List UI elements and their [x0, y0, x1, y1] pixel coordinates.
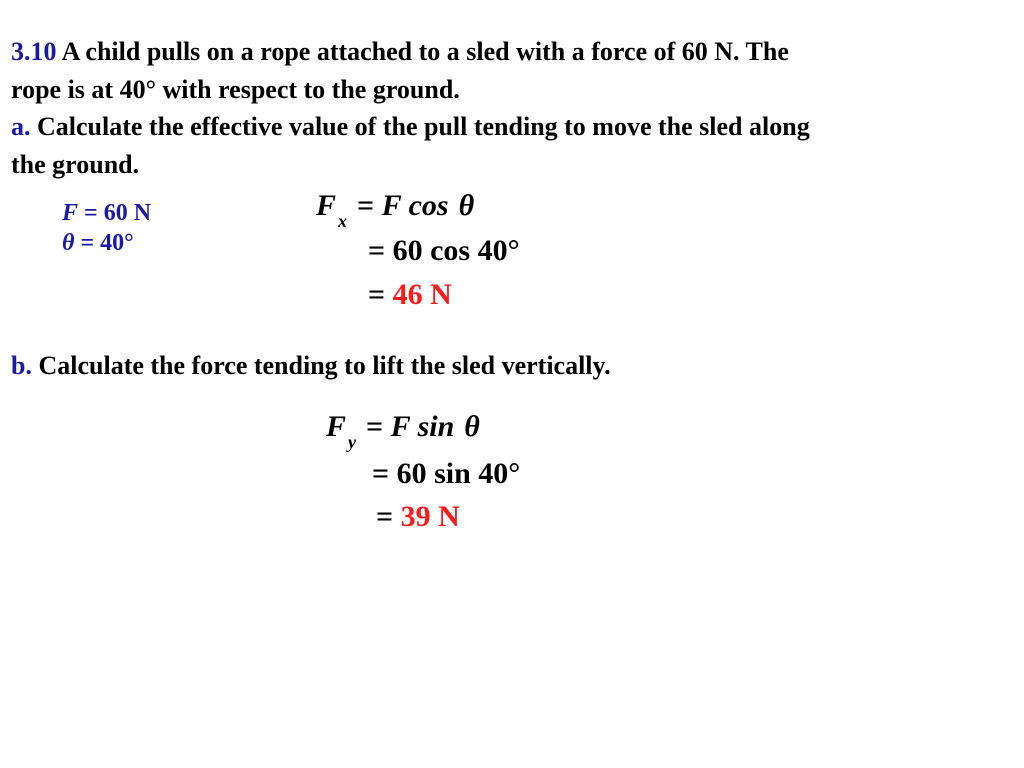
given-angle-value: = 40° [74, 230, 134, 256]
part-a-line-2: the ground. [11, 149, 140, 179]
eq-b-result: 39 N [400, 500, 460, 533]
eq-a-subscript: x [338, 211, 348, 231]
eq-b-formula-eq: = [366, 410, 391, 443]
eq-b-result-eq: = [376, 500, 401, 533]
given-force [62, 198, 151, 228]
eq-a-formula-eq: = [357, 189, 382, 222]
problem-text-1: A child pulls on a rope attached to a sled with a force of 60 N. The [56, 37, 789, 66]
given-force-symbol: F [62, 200, 79, 226]
eq-b-formula-text: F sin [390, 410, 455, 443]
eq-b-symbol: F [326, 410, 347, 443]
eq-a-formula-text: F cos [381, 189, 449, 222]
problem-number: 3.10 [11, 37, 57, 66]
part-b-label: b. [11, 351, 32, 380]
eq-b-result-line [376, 500, 460, 534]
eq-b-subscript: y [348, 432, 357, 452]
problem-line-1 [11, 33, 810, 71]
given-angle [62, 228, 151, 258]
eq-a-result-eq: = [368, 278, 393, 311]
part-a-label: a. [11, 112, 31, 141]
given-angle-symbol: θ [62, 230, 75, 256]
eq-a-result: 46 N [392, 278, 452, 311]
eq-a-symbol: F [316, 189, 337, 222]
part-a-line-1 [11, 108, 810, 146]
given-values [62, 198, 151, 258]
part-b [11, 349, 611, 383]
eq-a-step: = 60 cos 40° [368, 234, 520, 267]
given-force-value: = 60 N [78, 200, 152, 226]
problem-line-2: rope is at 40° with respect to the ground. [11, 74, 460, 104]
problem-statement [11, 33, 810, 183]
eq-b-step: = 60 sin 40° [372, 457, 521, 490]
eq-b-theta: θ [464, 410, 480, 443]
part-a-text-1: Calculate the effective value of the pull tending to move the sled along [30, 112, 810, 141]
eq-a-result-line [368, 278, 452, 312]
eq-b-formula [326, 410, 480, 452]
part-b-text: Calculate the force tending to lift the sled vertically. [31, 351, 611, 380]
eq-a-formula [316, 189, 475, 231]
eq-a-theta: θ [458, 189, 475, 222]
